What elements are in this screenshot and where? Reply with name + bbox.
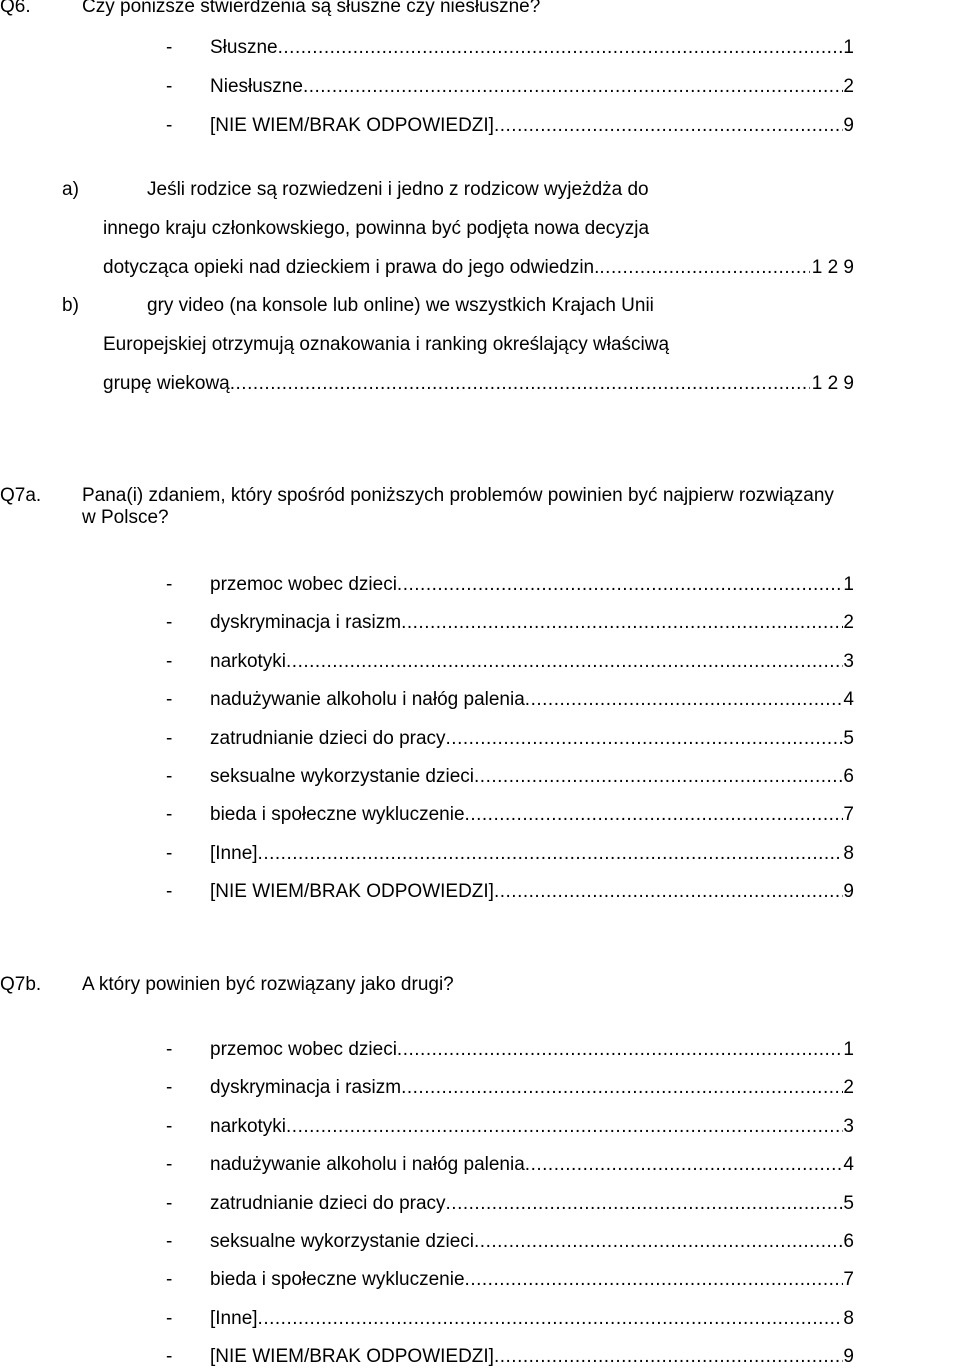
option-code: 2: [843, 1077, 854, 1099]
option-label: [NIE WIEM/BRAK ODPOWIEDZI]: [210, 115, 494, 136]
question-text: A który powinien być rozwiązany jako drugi?: [82, 974, 454, 995]
option-label: [Inne]: [210, 842, 258, 864]
answer-option: [166, 37, 854, 61]
dot-leader: [258, 1308, 844, 1330]
list-dash: -: [166, 574, 173, 595]
item-final-line: [103, 373, 854, 395]
dot-leader: [599, 257, 809, 279]
question-number: Q6.: [0, 0, 31, 17]
option-code: 8: [843, 1307, 854, 1329]
question-text: Pana(i) zdaniem, który spośród poniższych problemów powinien być najpierw rozwiązany: [82, 485, 834, 506]
dot-leader: [258, 843, 844, 865]
answer-option: [166, 881, 854, 905]
answer-option: [166, 804, 854, 828]
dot-leader: [494, 881, 843, 903]
dot-leader: [474, 1231, 843, 1253]
item-text-line: Jeśli rodzice są rozwiedzeni i jedno z rodzicow wyjeżdża do: [147, 179, 649, 200]
item-text-line: dotycząca opieki nad dzieckiem i prawa do jego odwiedzin.: [103, 257, 600, 278]
dot-leader: [397, 1039, 844, 1061]
list-dash: -: [166, 1307, 173, 1329]
option-label: bieda i społeczne wykluczenie: [210, 804, 465, 826]
item-text-line: grupę wiekową: [103, 373, 230, 394]
answer-option: [166, 1346, 854, 1370]
dot-leader: [465, 1269, 844, 1291]
answer-option: [166, 1077, 854, 1101]
option-label: [NIE WIEM/BRAK ODPOWIEDZI]: [210, 1346, 494, 1368]
list-dash: -: [166, 881, 173, 903]
option-code: 9: [843, 881, 854, 903]
option-code: 7: [843, 804, 854, 826]
option-code: 1: [843, 1039, 854, 1060]
option-label: nadużywanie alkoholu i nałóg palenia: [210, 689, 525, 711]
item-letter: a): [62, 179, 79, 200]
option-code: 6: [843, 1231, 854, 1252]
list-dash: -: [166, 766, 173, 787]
dot-leader: [397, 574, 844, 596]
answer-option: [166, 1116, 854, 1140]
option-label: narkotyki: [210, 650, 287, 672]
item-answer-codes: 1 2 9: [811, 257, 854, 278]
answer-option: [166, 1269, 854, 1293]
dot-leader: [465, 804, 844, 826]
dot-leader: [446, 728, 844, 750]
dot-leader: [278, 37, 844, 59]
option-code: 8: [843, 842, 854, 864]
dot-leader: [525, 1154, 844, 1176]
option-label: Słuszne: [210, 37, 278, 58]
option-label: przemoc wobec dzieci: [210, 1039, 397, 1060]
answer-option: [166, 115, 854, 139]
option-code: 1: [843, 574, 854, 595]
option-label: seksualne wykorzystanie dzieci: [210, 1231, 475, 1252]
option-code: 2: [843, 76, 854, 97]
dot-leader: [401, 612, 843, 634]
item-answer-codes: 1 2 9: [811, 373, 854, 394]
list-dash: -: [166, 1039, 173, 1060]
option-code: 9: [843, 115, 854, 136]
answer-option: [166, 1154, 854, 1178]
list-dash: -: [166, 689, 173, 711]
list-dash: -: [166, 1154, 173, 1176]
list-dash: -: [166, 37, 173, 58]
option-label: seksualne wykorzystanie dzieci: [210, 766, 475, 787]
answer-option: [166, 612, 854, 636]
option-code: 3: [843, 650, 854, 672]
option-code: 5: [843, 727, 854, 749]
dot-leader: [525, 689, 844, 711]
list-dash: -: [166, 612, 173, 634]
dot-leader: [474, 766, 843, 788]
option-label: przemoc wobec dzieci: [210, 574, 397, 595]
dot-leader: [230, 373, 810, 395]
answer-option: [166, 843, 854, 867]
dot-leader: [286, 651, 843, 673]
option-code: 6: [843, 766, 854, 787]
option-label: zatrudnianie dzieci do pracy: [210, 1192, 446, 1214]
option-label: nadużywanie alkoholu i nałóg palenia: [210, 1154, 525, 1176]
option-code: 7: [843, 1269, 854, 1291]
item-text-line: innego kraju członkowskiego, powinna być podjęta nowa decyzja: [103, 218, 650, 239]
option-label: narkotyki: [210, 1115, 287, 1137]
option-code: 9: [843, 1346, 854, 1368]
item-text-line: gry video (na konsole lub online) we wszystkich Krajach Unii: [147, 295, 654, 316]
answer-option: [166, 1231, 854, 1255]
question-text: w Polsce?: [82, 507, 169, 528]
dot-leader: [286, 1116, 843, 1138]
list-dash: -: [166, 650, 173, 672]
option-code: 4: [843, 1154, 854, 1176]
list-dash: -: [166, 1115, 173, 1137]
answer-option: [166, 1308, 854, 1332]
question-number: Q7b.: [0, 974, 42, 995]
option-code: 3: [843, 1115, 854, 1137]
option-label: dyskryminacja i rasizm: [210, 612, 402, 634]
answer-option: [166, 1193, 854, 1217]
option-code: 4: [843, 689, 854, 711]
answer-option: [166, 651, 854, 675]
option-code: 5: [843, 1192, 854, 1214]
list-dash: -: [166, 115, 173, 136]
list-dash: -: [166, 727, 173, 749]
answer-option: [166, 76, 854, 100]
dot-leader: [494, 115, 843, 137]
item-letter: b): [62, 295, 79, 316]
option-code: 1: [843, 37, 854, 58]
option-label: [Inne]: [210, 1307, 258, 1329]
answer-option: [166, 574, 854, 598]
question-text: Czy poniższe stwierdzenia są słuszne czy niesłuszne?: [82, 0, 541, 17]
item-final-line: [103, 257, 854, 279]
list-dash: -: [166, 1269, 173, 1291]
dot-leader: [494, 1346, 843, 1368]
answer-option: [166, 1039, 854, 1063]
option-label: bieda i społeczne wykluczenie: [210, 1269, 465, 1291]
list-dash: -: [166, 1077, 173, 1099]
dot-leader: [303, 76, 843, 98]
option-label: Niesłuszne: [210, 76, 303, 97]
list-dash: -: [166, 1231, 173, 1252]
list-dash: -: [166, 804, 173, 826]
list-dash: -: [166, 76, 173, 97]
answer-option: [166, 728, 854, 752]
option-label: zatrudnianie dzieci do pracy: [210, 727, 446, 749]
list-dash: -: [166, 842, 173, 864]
option-label: dyskryminacja i rasizm: [210, 1077, 402, 1099]
question-number: Q7a.: [0, 485, 42, 506]
dot-leader: [446, 1193, 844, 1215]
dot-leader: [401, 1077, 843, 1099]
list-dash: -: [166, 1346, 173, 1368]
list-dash: -: [166, 1192, 173, 1214]
option-label: [NIE WIEM/BRAK ODPOWIEDZI]: [210, 881, 494, 903]
answer-option: [166, 766, 854, 790]
answer-option: [166, 689, 854, 713]
item-text-line: Europejskiej otrzymują oznakowania i ranking określający właściwą: [103, 334, 670, 355]
option-code: 2: [843, 612, 854, 634]
